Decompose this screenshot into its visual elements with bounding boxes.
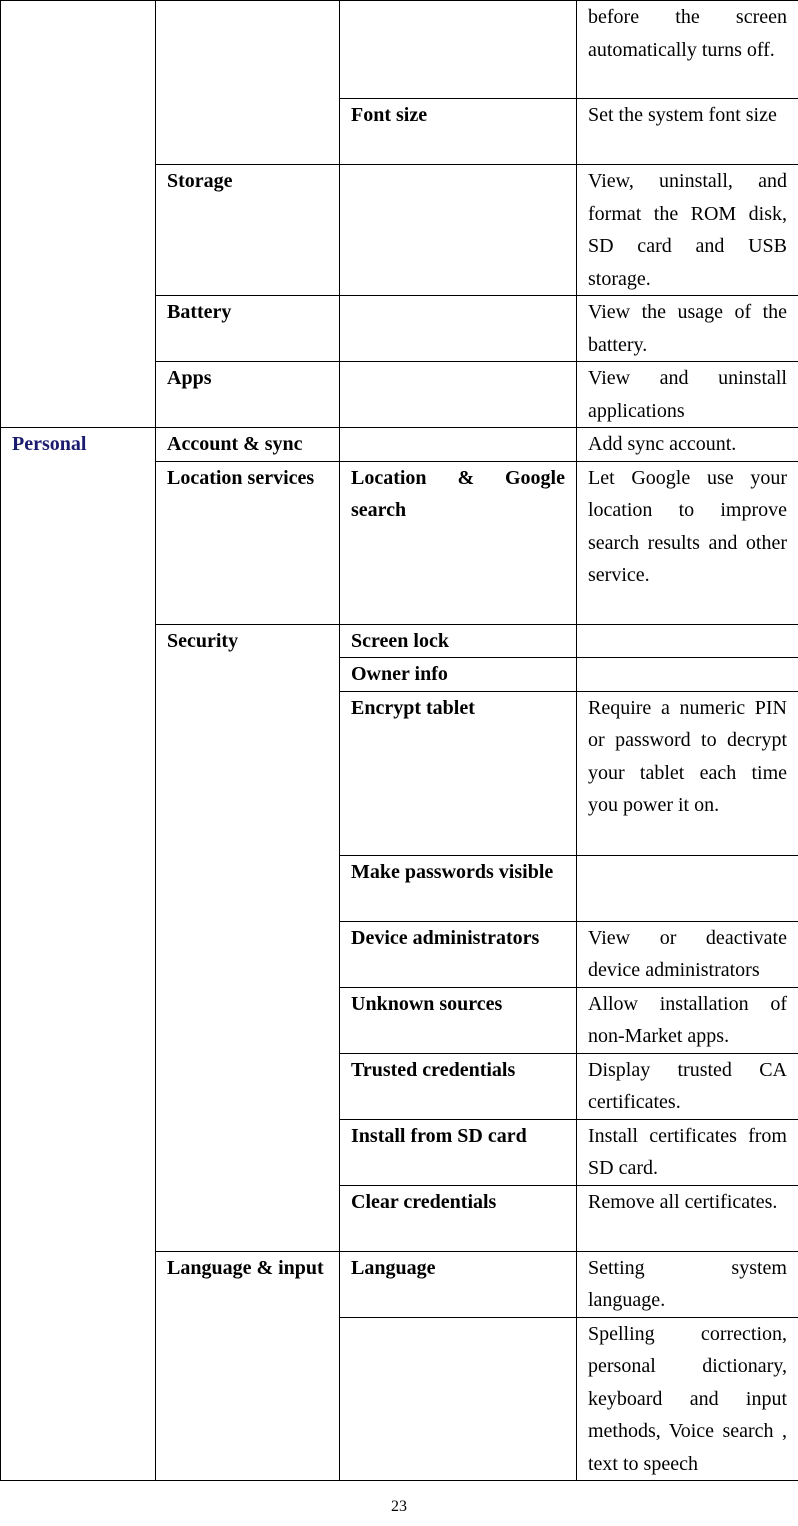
unknown-sources-desc: Allow installation of non-Market apps. xyxy=(577,987,798,1053)
apps-desc: View and uninstall applications xyxy=(577,362,798,428)
screen-lock-item: Screen lock xyxy=(340,624,577,658)
trusted-credentials-item: Trusted credentials xyxy=(340,1053,577,1119)
owner-info-item: Owner info xyxy=(340,658,577,692)
font-size-item: Font size xyxy=(340,99,577,165)
location-google-search-item: Location & Google search xyxy=(340,461,577,624)
battery-label: Battery xyxy=(156,296,340,362)
make-passwords-visible-item: Make passwords visible xyxy=(340,855,577,921)
storage-desc: View, uninstall, and format the ROM disk, SD card and USB storage. xyxy=(577,165,798,296)
install-from-sd-card-desc: Install certificates from SD card. xyxy=(577,1119,798,1185)
section-cell-empty xyxy=(1,1,156,428)
battery-desc: View the usage of the battery. xyxy=(577,296,798,362)
item-cell-empty xyxy=(340,1,577,99)
account-sync-desc: Add sync account. xyxy=(577,428,798,462)
trusted-credentials-desc: Display trusted CA certificates. xyxy=(577,1053,798,1119)
page-number: 23 xyxy=(391,1498,407,1515)
account-sync-label: Account & sync xyxy=(156,428,340,462)
clear-credentials-item: Clear credentials xyxy=(340,1185,577,1251)
battery-item-empty xyxy=(340,296,577,362)
location-services-label: Location services xyxy=(156,461,340,624)
category-cell-empty xyxy=(156,1,340,165)
owner-info-desc xyxy=(577,658,798,692)
personal-section-label: Personal xyxy=(1,428,156,1481)
apps-item-empty xyxy=(340,362,577,428)
screen-lock-desc xyxy=(577,624,798,658)
account-sync-item-empty xyxy=(340,428,577,462)
unknown-sources-item: Unknown sources xyxy=(340,987,577,1053)
encrypt-tablet-desc: Require a numeric PIN or password to decrypt your tablet each time you power it on. xyxy=(577,691,798,855)
location-desc: Let Google use your location to improve search results and other service. xyxy=(577,461,798,624)
install-from-sd-card-item: Install from SD card xyxy=(340,1119,577,1185)
language-other-item-empty xyxy=(340,1317,577,1481)
language-desc: Setting system language. xyxy=(577,1251,798,1317)
device-administrators-item: Device administrators xyxy=(340,921,577,987)
language-input-label: Language & input xyxy=(156,1251,340,1481)
encrypt-tablet-item: Encrypt tablet xyxy=(340,691,577,855)
screen-timeout-desc: before the screen automatically turns off. xyxy=(577,1,798,99)
make-passwords-visible-desc xyxy=(577,855,798,921)
storage-label: Storage xyxy=(156,165,340,296)
apps-label: Apps xyxy=(156,362,340,428)
language-item: Language xyxy=(340,1251,577,1317)
clear-credentials-desc: Remove all certificates. xyxy=(577,1185,798,1251)
storage-item-empty xyxy=(340,165,577,296)
language-input-desc: Spelling correction, personal dictionary, keyboard and input methods, Voice search , text to speech xyxy=(577,1317,798,1481)
font-size-desc: Set the system font size xyxy=(577,99,798,165)
security-label: Security xyxy=(156,624,340,1251)
device-administrators-desc: View or deactivate device administrators xyxy=(577,921,798,987)
